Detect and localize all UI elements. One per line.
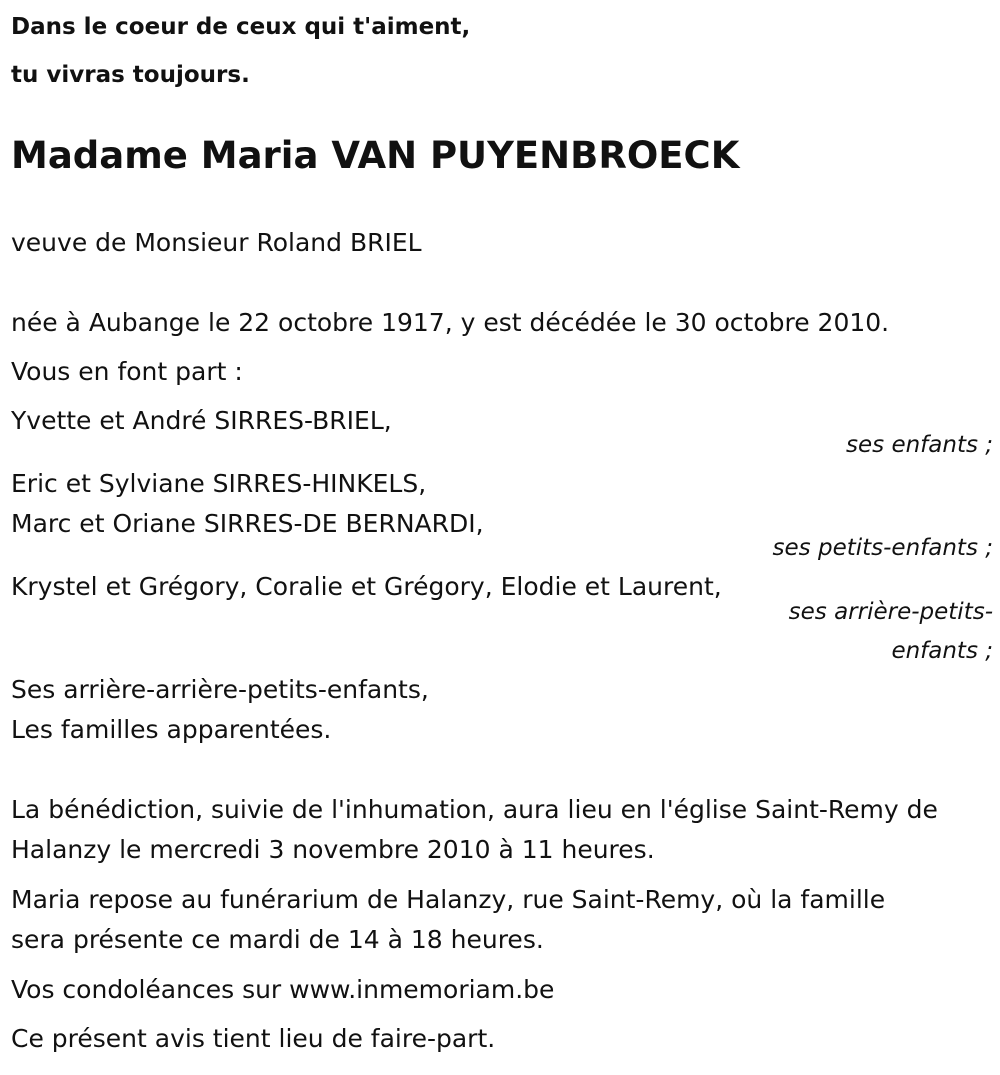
obituary-notice (11, 0, 993, 1075)
families-text: Les familles apparentées. (11, 715, 332, 744)
deceased-name: Madame Maria VAN PUYENBROECK (11, 134, 740, 177)
great-grandchildren-relation-1: ses arrière-petits- (788, 599, 993, 625)
condolences-text: Vos condoléances sur www.inmemoriam.be (11, 975, 555, 1004)
epigraph-line-1: Dans le coeur de ceux qui t'aiment, (11, 14, 471, 40)
ceremony-line-2: Halanzy le mercredi 3 novembre 2010 à 11 heures. (11, 835, 655, 864)
great-grandchildren-names: Krystel et Grégory, Coralie et Grégory, Elodie et Laurent, (11, 572, 722, 601)
grandchildren-relation: ses petits-enfants ; (772, 535, 993, 561)
grandchildren-names-1: Eric et Sylviane SIRRES-HINKELS, (11, 469, 427, 498)
children-relation: ses enfants ; (846, 432, 993, 458)
great-great-grandchildren-text: Ses arrière-arrière-petits-enfants, (11, 675, 429, 704)
funeral-home-line-1: Maria repose au funérarium de Halanzy, rue Saint-Remy, où la famille (11, 885, 886, 914)
ceremony-line-1: La bénédiction, suivie de l'inhumation, aura lieu en l'église Saint-Remy de (11, 795, 938, 824)
children-names: Yvette et André SIRRES-BRIEL, (11, 406, 392, 435)
announcement-intro: Vous en font part : (11, 357, 243, 386)
birth-death-text: née à Aubange le 22 octobre 1917, y est décédée le 30 octobre 2010. (11, 308, 890, 337)
widow-of-text: veuve de Monsieur Roland BRIEL (11, 228, 422, 257)
funeral-home-line-2: sera présente ce mardi de 14 à 18 heures. (11, 925, 544, 954)
notice-text: Ce présent avis tient lieu de faire-part. (11, 1024, 496, 1053)
epigraph-line-2: tu vivras toujours. (11, 62, 250, 88)
great-grandchildren-relation-2: enfants ; (891, 638, 993, 664)
grandchildren-names-2: Marc et Oriane SIRRES-DE BERNARDI, (11, 509, 484, 538)
